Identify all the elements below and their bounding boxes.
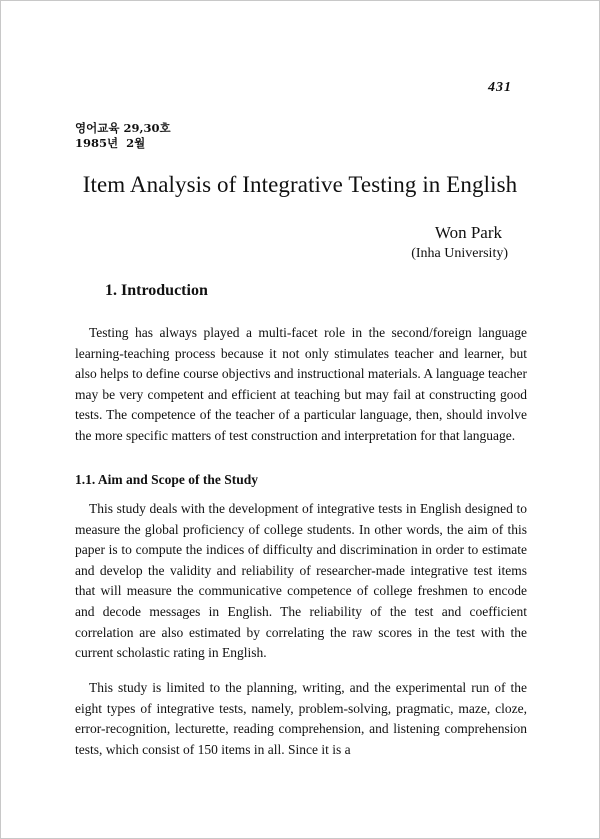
subsection-heading-aim-scope: 1.1. Aim and Scope of the Study — [75, 472, 259, 487]
journal-volume-line: 영어교육 29,30호 — [75, 121, 171, 135]
author-name: Won Park — [434, 223, 502, 242]
section-heading-introduction: 1. Introduction — [105, 282, 208, 299]
journal-date-line: 1985년 2월 — [75, 136, 146, 150]
aim-paragraph-1: This study deals with the development of integrative tests in English designed to measure the global proficiency of college students. In other words, the aim of this paper is to compute the indices of difficulty and discrimination in order to estimate and develop the validity and reliability of researcher-made integrative test items that will measure the communicative competence of college freshmen to encode and decode messages in English. The reliability of the test and coefficient correlation are also estimated by correlating the raw scores in the test with the current scholastic rating in English. — [75, 501, 527, 661]
author-block — [411, 222, 508, 264]
page-number: 431 — [488, 80, 512, 95]
aim-paragraph-2: This study is limited to the planning, writing, and the experimental run of the eight types of integrative tests, namely, problem-solving, pragmatic, maze, cloze, error-recognition, lecturette, reading comprehension, and listening comprehension tests, which consist of 150 items in all. Since it is a — [75, 680, 527, 757]
author-affiliation: (Inha University) — [411, 246, 508, 261]
intro-paragraph: Testing has always played a multi-facet role in the second/foreign language learning-teaching process because it not only stimulates teacher and learner, but also helps to define course objectivs and instructional materials. A language teacher may be very competent and efficient at teaching but may fail at constructing good tests. The competence of the teacher of a particular language, then, should involve the more specific matters of test construction and interpretation for that language. — [75, 325, 527, 443]
journal-info — [75, 121, 171, 151]
article-title: Item Analysis of Integrative Testing in English — [82, 172, 518, 197]
